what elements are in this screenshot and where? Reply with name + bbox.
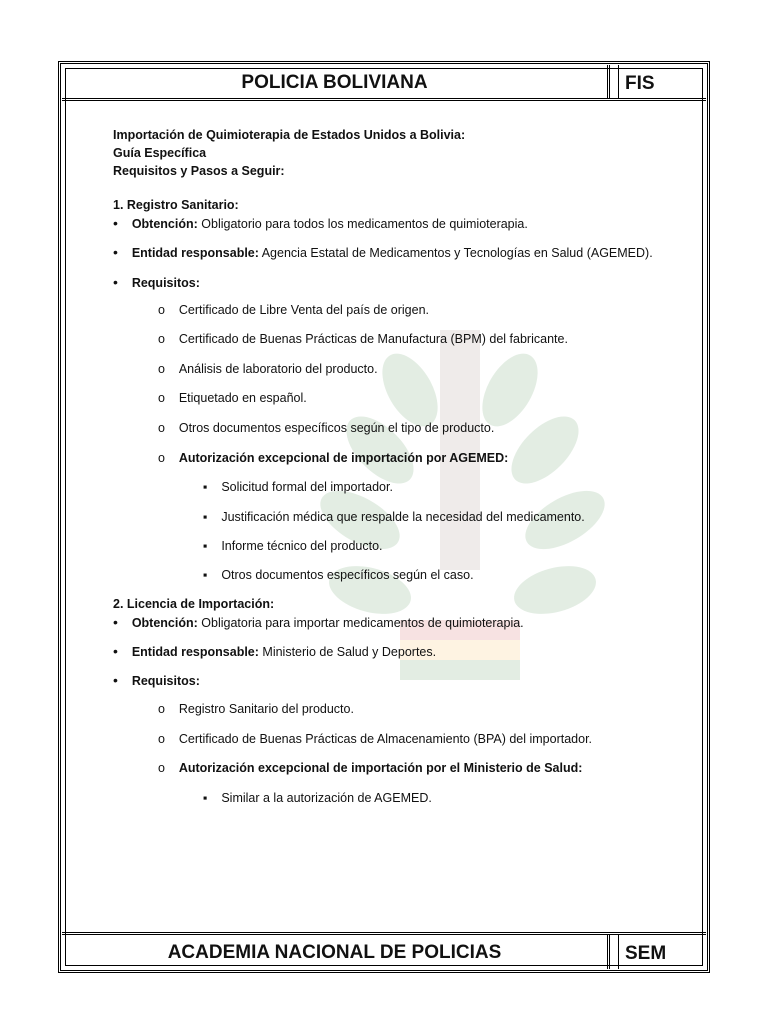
intro-line-2: Guía Específica <box>113 146 207 160</box>
sub-list-item: o Certificado de Libre Venta del país de origen. <box>158 303 430 317</box>
sub-list-item: o Autorización excepcional de importación por el Ministerio de Salud: <box>158 761 583 775</box>
list-item: • Obtención: Obligatorio para todos los medicamentos de quimioterapia. <box>113 215 528 231</box>
entidad-label: Entidad responsable: <box>131 246 259 260</box>
footer-title: ACADEMIA NACIONAL DE POLICIAS <box>62 935 610 969</box>
list-item: • Obtención: Obligatoria para importar medicamentos de quimioterapia. <box>113 614 524 630</box>
section-1-heading: 1. Registro Sanitario: <box>113 198 239 212</box>
sub-list-item: o Certificado de Buenas Prácticas de Manufactura (BPM) del fabricante. <box>158 332 568 346</box>
page-footer <box>62 932 706 969</box>
sub-sub-list-item: ▪ Similar a la autorización de AGEMED. <box>203 791 432 805</box>
requisitos-label: Requisitos: <box>131 276 200 290</box>
obtencion-label: Obtención: <box>131 217 198 231</box>
obtencion-text: Obligatorio para todos los medicamentos de quimioterapia. <box>201 217 528 231</box>
header-code: FIS <box>618 65 706 98</box>
header-title: POLICIA BOLIVIANA <box>62 65 610 98</box>
list-item: • Requisitos: <box>113 274 200 290</box>
sub-list-item: o Etiquetado en español. <box>158 391 307 405</box>
intro-line-1: Importación de Quimioterapia de Estados Unidos a Bolivia: <box>113 128 466 142</box>
sub-sub-list-item: ▪ Justificación médica que respalde la necesidad del medicamento. <box>203 510 585 524</box>
sub-sub-list-item: ▪ Informe técnico del producto. <box>203 539 383 553</box>
page-header <box>62 65 706 101</box>
sub-list-item: o Análisis de laboratorio del producto. <box>158 362 378 376</box>
list-item: • Requisitos: <box>113 672 200 688</box>
sub-list-item: o Autorización excepcional de importación por AGEMED: <box>158 451 509 465</box>
list-item: • Entidad responsable: Agencia Estatal de Medicamentos y Tecnologías en Salud (AGEMED). <box>113 244 653 260</box>
entidad-text: Agencia Estatal de Medicamentos y Tecnologías en Salud (AGEMED). <box>261 246 653 260</box>
sub-sub-list-item: ▪ Otros documentos específicos según el caso. <box>203 568 474 582</box>
footer-code: SEM <box>618 935 706 969</box>
list-item: • Entidad responsable: Ministerio de Salud y Deportes. <box>113 643 437 659</box>
sub-list-item: o Registro Sanitario del producto. <box>158 702 354 716</box>
intro-line-3: Requisitos y Pasos a Seguir: <box>113 164 285 178</box>
sub-list-item: o Otros documentos específicos según el tipo de producto. <box>158 421 495 435</box>
section-2-heading: 2. Licencia de Importación: <box>113 597 275 611</box>
sub-sub-list-item: ▪ Solicitud formal del importador. <box>203 480 393 494</box>
sub-list-item: o Certificado de Buenas Prácticas de Almacenamiento (BPA) del importador. <box>158 732 593 746</box>
